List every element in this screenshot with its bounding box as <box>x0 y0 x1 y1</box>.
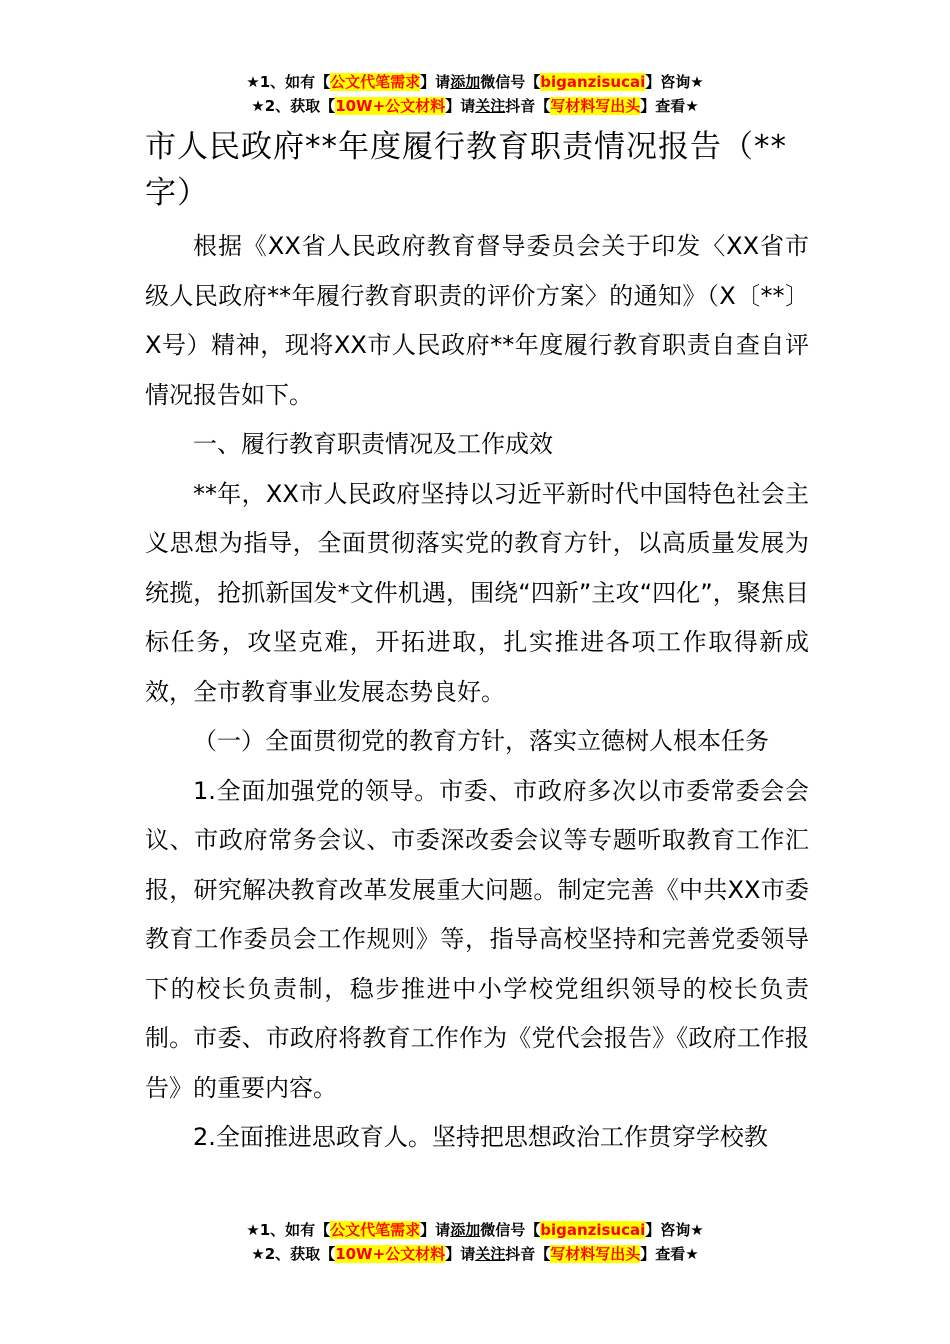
promo-highlight: biganzisucai <box>540 1221 646 1239</box>
promo-text: 】请 <box>445 1245 476 1263</box>
promo-text: ★2、获取【 <box>251 97 336 115</box>
paragraph-item-1: 1.全面加强党的领导。市委、市政府多次以市委常委会会议、市政府常务会议、市委深改委会议等专题听取教育工作汇报，研究解决教育改革发展重大问题。制定完善《中共XX市委教育工作委员会工作规则》等，指导高校坚持和完善党委领导下的校长负责制，稳步推进中小学校党组织领导的校长负责制。市委、市政府将教育工作作为《党代会报告》《政府工作报告》的重要内容。 <box>145 776 809 1102</box>
promo-highlight: 写材料写出头 <box>550 97 641 115</box>
promo-highlight: 10W+公文材料 <box>335 97 446 115</box>
subsection-heading-1: （一）全面贯彻党的教育方针，落实立德树人根本任务 <box>193 727 769 755</box>
document-body <box>145 124 809 1163</box>
top-promo-banner <box>0 70 950 118</box>
promo-text: 微信号【 <box>480 1221 541 1239</box>
promo-text: ★1、如有【 <box>246 73 331 91</box>
section-heading-1: 一、履行教育职责情况及工作成效 <box>193 430 553 458</box>
promo-text: 】查看★ <box>640 1245 699 1263</box>
title-block <box>145 124 809 216</box>
promo-line-2 <box>0 94 950 118</box>
promo-highlight: 写材料写出头 <box>550 1245 641 1263</box>
promo-text: 】查看★ <box>640 97 699 115</box>
promo-text: 】请 <box>445 97 476 115</box>
promo-highlight: 公文代笔需求 <box>330 1221 421 1239</box>
promo-text: ★2、获取【 <box>251 1245 336 1263</box>
promo-underline: 关注 <box>475 97 506 115</box>
promo-line-1 <box>0 70 950 94</box>
paragraph-summary: **年，XX市人民政府坚持以习近平新时代中国特色社会主义思想为指导，全面贯彻落实党的教育方针，以高质量发展为统揽，抢抓新国发*文件机遇，围绕“四新”主攻“四化”，聚焦目标任务，攻坚克难，开拓进取，扎实推进各项工作取得新成效，全市教育事业发展态势良好。 <box>145 479 809 706</box>
paragraph-intro: 根据《XX省人民政府教育督导委员会关于印发〈XX省市级人民政府**年履行教育职责的评价方案〉的通知》（X〔**〕X号）精神，现将XX市人民政府**年度履行教育职责自查自评情况报告如下。 <box>145 232 809 409</box>
promo-line-2 <box>0 1242 950 1266</box>
promo-underline: 添加 <box>450 73 481 91</box>
document-title: 市人民政府**年度履行教育职责情况报告（**字） <box>145 129 787 211</box>
promo-text: 】请 <box>420 1221 451 1239</box>
promo-text: 】请 <box>420 73 451 91</box>
promo-text: 】咨询★ <box>645 1221 704 1239</box>
promo-underline: 添加 <box>450 1221 481 1239</box>
promo-text: 抖音【 <box>505 97 551 115</box>
promo-highlight: 公文代笔需求 <box>330 73 421 91</box>
promo-text: 微信号【 <box>480 73 541 91</box>
promo-text: 抖音【 <box>505 1245 551 1263</box>
promo-text: ★1、如有【 <box>246 1221 331 1239</box>
promo-line-1 <box>0 1218 950 1242</box>
promo-text: 】咨询★ <box>645 73 704 91</box>
promo-underline: 关注 <box>475 1245 506 1263</box>
promo-highlight: biganzisucai <box>540 73 646 91</box>
promo-highlight: 10W+公文材料 <box>335 1245 446 1263</box>
paragraph-item-2: 2.全面推进思政育人。坚持把思想政治工作贯穿学校教 <box>193 1123 768 1151</box>
bottom-promo-banner <box>0 1218 950 1266</box>
